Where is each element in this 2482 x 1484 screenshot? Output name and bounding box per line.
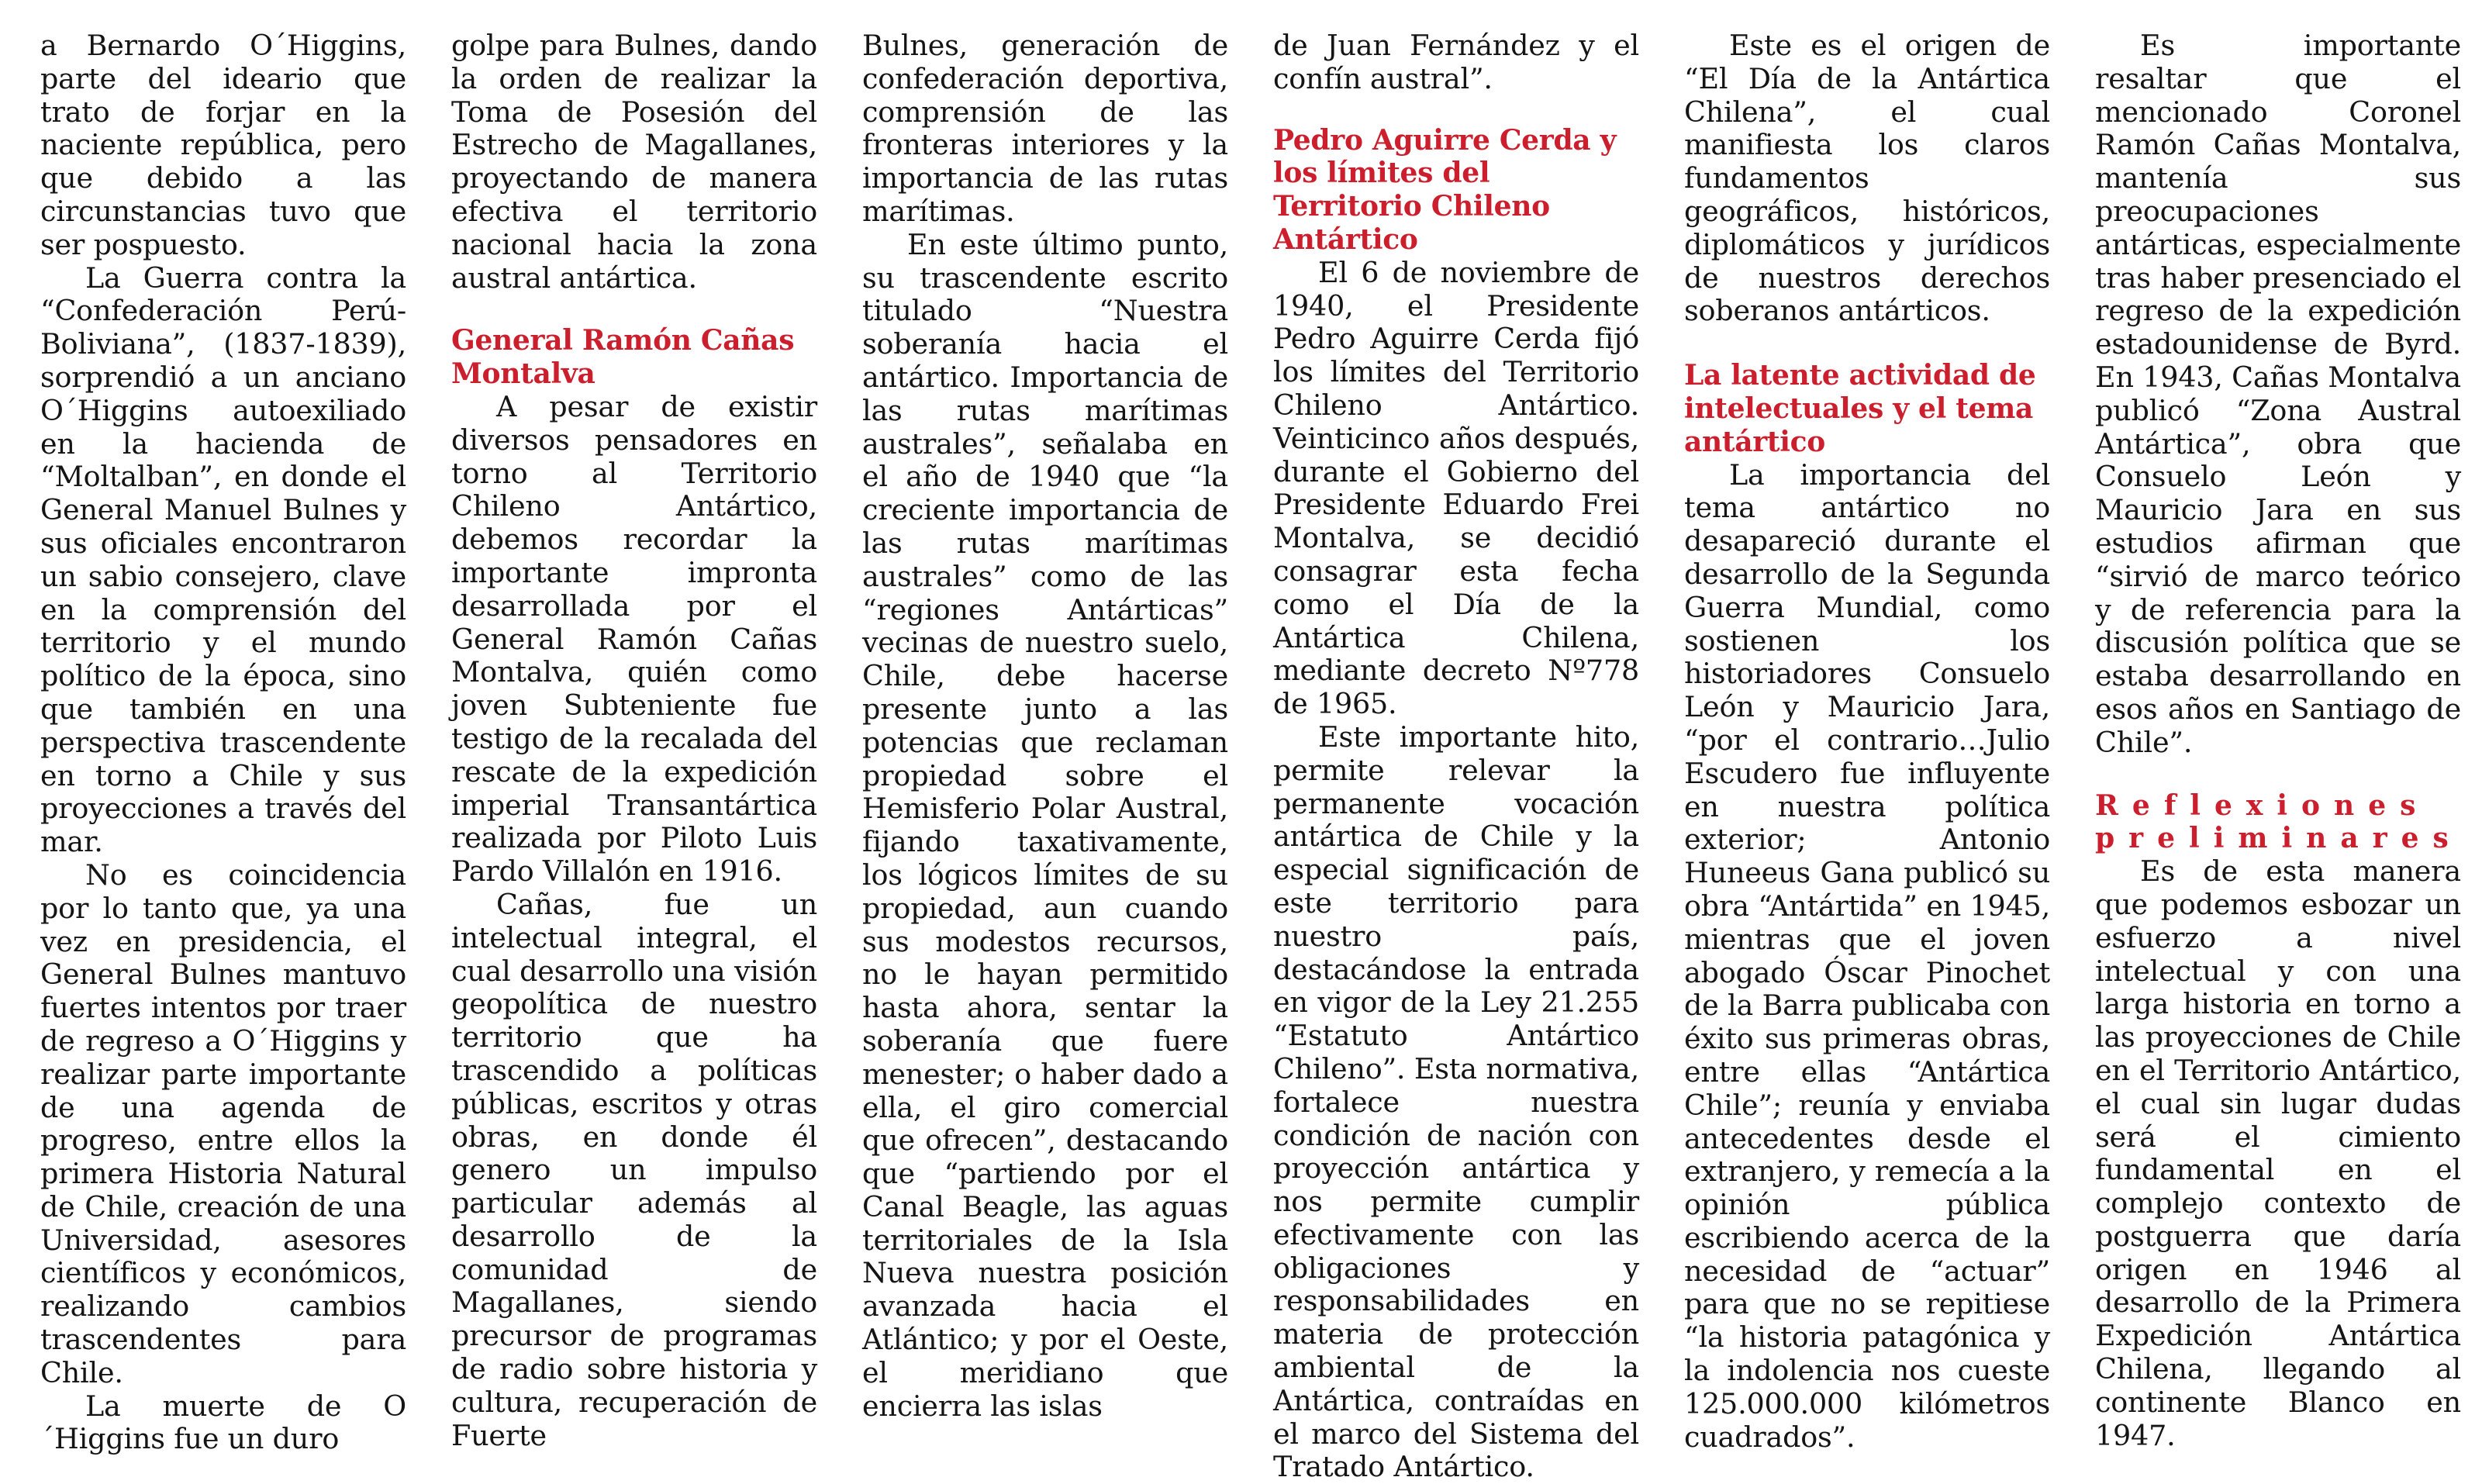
- column-5: [1684, 29, 2050, 1454]
- paragraph: La importancia del tema antártico no desapareció durante el desarrollo de la Segunda Guerra Mundial, como sostienen los historiadores Consuelo León y Mauricio Jara, “por el contrario…Julio Escudero fue influyente en nuestra política exterior; Antonio Huneeus Gana publicó su obra “Antártida” en 1945, mientras que el joven abogado Óscar Pinochet de la Barra publicaba con éxito sus primeras obras, entre ellas “Antártica Chile”; reunía y enviaba antecedentes desde el extranjero, y remecía a la opinión pública escribiendo acerca de la necesidad de “actuar” para que no se repitiese “la historia patagónica y la indolencia nos cueste 125.000.000 kilómetros cuadrados”.: [1684, 457, 2050, 1454]
- paragraph: Este importante hito, permite relevar la permanente vocación antártica de Chile y la especial significación de este territorio para nuestro país, destacándose la entrada en vigor de la Ley 21.255 “Estatuto Antártico Chileno”. Esta normativa, fortalece nuestra condición de nación con proyección antártica y nos permite cumplir efectivamente con las obligaciones y responsabilidades en materia de protección ambiental de la Antártica, contraídas en el marco del Sistema del Tratado Antártico.: [1273, 720, 1639, 1484]
- section-heading: Reflexiones preliminares: [2095, 789, 2463, 855]
- paragraph: Es importante resaltar que el mencionado Coronel Ramón Cañas Montalva, mantenía sus preocupaciones antárticas, especialmente tras haber presenciado el regreso de la expedición estadounidense de Byrd. En 1943, Cañas Montalva publicó “Zona Austral Antártica”, obra que Consuelo León y Mauricio Jara en sus estudios afirman que “sirvió de marco teórico y de referencia para la discusión política que se estaba desarrollando en esos años en Santiago de Chile”.: [2095, 29, 2461, 759]
- column-6: [2095, 29, 2463, 1452]
- section-heading: La latente actividad de intelectuales y el tema antártico: [1684, 359, 2036, 458]
- paragraph: golpe para Bulnes, dando la orden de realizar la Toma de Posesión del Estrecho de Magallanes, proyectando de manera efectiva el territorio nacional hacia la zona austral antártica.: [451, 29, 817, 295]
- paragraph: A pesar de existir diversos pensadores en torno al Territorio Chileno Antártico, debemos recordar la importante impronta desarrollada por el General Ramón Cañas Montalva, quién como joven Subteniente fue testigo de la recalada del rescate de la expedición imperial Transantártica realizada por Piloto Luis Pardo Villalón en 1916.: [451, 389, 817, 889]
- column-3: [862, 29, 1228, 1434]
- section-heading: General Ramón Cañas Montalva: [451, 324, 795, 391]
- paragraph: de Juan Fernández y el confín austral”.: [1273, 29, 1639, 95]
- paragraph: En este último punto, su trascendente escrito titulado “Nuestra soberanía hacia el antártico. Importancia de las rutas marítimas australes”, señalaba en el año de 1940 que “la creciente importancia de las rutas marítimas australes” como de las “regiones Antárticas” vecinas de nuestro suelo, Chile, debe hacerse presente junto a las potencias que reclaman propiedad sobre el Hemisferio Polar Austral, fijando taxativamente, los lógicos límites de su propiedad, aun cuando sus modestos recursos, no le hayan permitido hasta ahora, sentar la soberanía que fuere menester; o haber dado a ella, el giro comercial que ofrecen”, destacando que “partiendo por el Canal Beagle, las aguas territoriales de la Isla Nueva nuestra posición avanzada hacia el Atlántico; y por el Oeste, el meridiano que encierra las islas: [862, 227, 1228, 1423]
- paragraph: Bulnes, generación de confederación deportiva, comprensión de las fronteras interiores y la importancia de las rutas marítimas.: [862, 29, 1228, 228]
- paragraph: a Bernardo O´Higgins, parte del ideario que trato de forjar en la naciente república, pero que debido a las circunstancias tuvo que ser pospuesto.: [40, 29, 406, 261]
- paragraph: La Guerra contra la “Confederación Perú-Boliviana”, (1837-1839), sorprendió a un anciano O´Higgins autoexiliado en la hacienda de “Moltalban”, en donde el General Manuel Bulnes y sus oficiales encontraron un sabio consejero, clave en la comprensión del territorio y el mundo político de la época, sino que también en una perspectiva trascendente en torno a Chile y sus proyecciones a través del mar.: [40, 261, 406, 859]
- column-2: [451, 29, 817, 1452]
- paragraph: Este es el origen de “El Día de la Antártica Chilena”, el cual manifiesta los claros fundamentos geográficos, históricos, diplomáticos y jurídicos de nuestros derechos soberanos antárticos.: [1684, 29, 2050, 328]
- paragraph: Cañas, fue un intelectual integral, el cual desarrollo una visión geopolítica de nuestro territorio que ha trascendido a políticas públicas, escritos y otras obras, en donde él genero un impulso particular además al desarrollo de la comunidad de Magallanes, siendo precursor de programas de radio sobre historia y cultura, recuperación de Fuerte: [451, 887, 817, 1452]
- paragraph: Es de esta manera que podemos esbozar un esfuerzo a nivel intelectual y con una larga historia en torno a las proyecciones de Chile en el Territorio Antártico, el cual sin lugar dudas será el cimiento fundamental en el complejo contexto de postguerra que daría origen en 1946 al desarrollo de la Primera Expedición Antártica Chilena, llegando al continente Blanco en 1947.: [2095, 854, 2461, 1452]
- section-heading: Pedro Aguirre Cerda y los límites del Territorio Chileno Antártico: [1273, 123, 1617, 256]
- paragraph: El 6 de noviembre de 1940, el Presidente Pedro Aguirre Cerda fijó los límites del Territorio Chileno Antártico. Veinticinco años después, durante el Gobierno del Presidente Eduardo Frei Montalva, se decidió consagrar esta fecha como el Día de la Antártica Chilena, mediante decreto Nº778 de 1965.: [1273, 255, 1639, 721]
- column-4: [1273, 29, 1639, 1484]
- column-1: [40, 29, 406, 1456]
- paragraph: La muerte de O´Higgins fue un duro: [40, 1389, 406, 1456]
- paragraph: No es coincidencia por lo tanto que, ya una vez en presidencia, el General Bulnes mantuvo fuertes intentos por traer de regreso a O´Higgins y realizar parte importante de una agenda de progreso, entre ellos la primera Historia Natural de Chile, creación de una Universidad, asesores científicos y económicos, realizando cambios trascendentes para Chile.: [40, 858, 406, 1389]
